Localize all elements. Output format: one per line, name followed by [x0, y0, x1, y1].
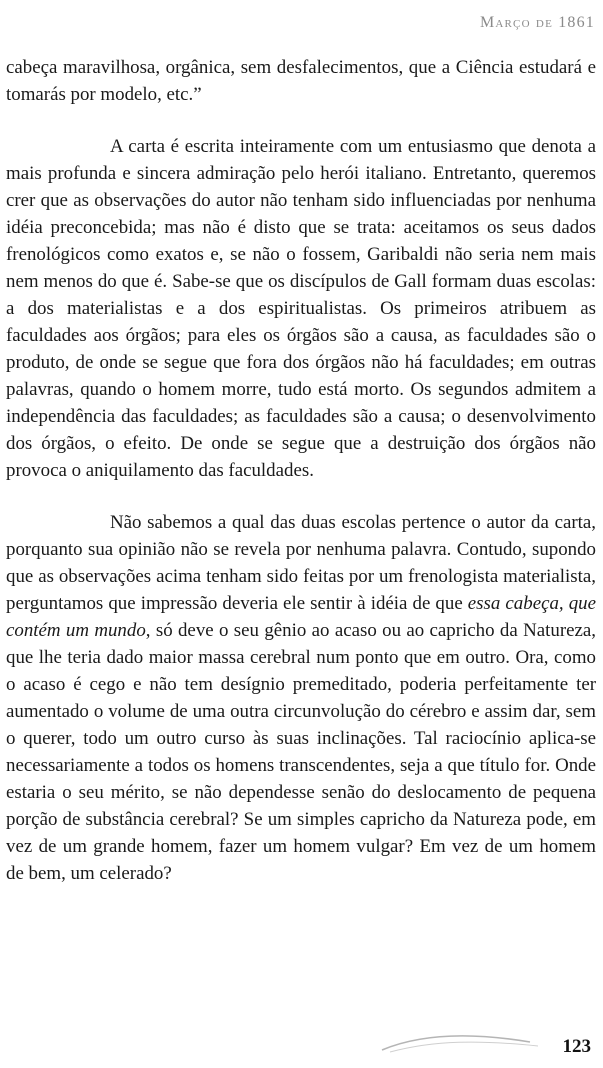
page-body: [6, 54, 596, 887]
paragraph-letter-discussion: A carta é escrita inteiramente com um entusiasmo que denota a mais profunda e sincera admiração pelo herói italiano. Entretanto, queremos crer que as observações do autor não tenham sido influenciadas por nenhuma idéia preconcebida; mas não é disto que se trata: aceitamos os seus dados frenológicos como exatos e, se não o fossem, Garibaldi não seria nem mais nem menos do que é. Sabe-se que os discípulos de Gall formam duas escolas: a dos materialistas e a dos espiritualistas. Os primeiros atribuem as faculdades aos órgãos; para eles os órgãos são a causa, as faculdades são o produto, de onde se segue que fora dos órgãos não há faculdades; em outras palavras, quando o homem morre, tudo está morto. Os segundos admitem a independência das faculdades; as faculdades são a causa; o desenvolvimento dos órgãos, o efeito. De onde se segue que a destruição dos órgãos não provoca o aniquilamento das faculdades.: [6, 136, 596, 481]
paragraph-text-end: , só deve o seu gênio ao acaso ou ao capricho da Natureza, que lhe teria dado maior massa cerebral num ponto que em outro. Ora, como o acaso é cego e não tem desígnio premeditado, poderia perfeitamente ter aumentado o volume de uma outra circunvolução do cérebro e assim dar, sem o querer, todo um outro curso às suas inclinações. Tal raciocínio aplica-se necessariamente a todos os homens transcendentes, seja a que título for. Onde estaria o seu mérito, se não dependesse senão do deslocamento de pequena porção de substância cerebral? Se um simples capricho da Natureza pode, em vez de um grande homem, fazer um homem vulgar? Em vez de um homem de bem, um celerado?: [6, 620, 596, 884]
paragraph-text-start: Não sabemos a qual das duas escolas pertence o autor da carta, porquanto sua opinião não se revela por nenhuma palavra. Contudo, supondo que as observações acima tenham sido feitas por um frenologista materialista, perguntamos que impressão deveria ele sentir à idéia de que: [6, 512, 596, 614]
page-number: 123: [562, 1036, 591, 1057]
paragraph-quote-end: cabeça maravilhosa, orgânica, sem desfalecimentos, que a Ciência estudará e tomarás por modelo, etc.”: [6, 57, 596, 105]
page-footer: [0, 1028, 603, 1068]
running-header: Março de 1861: [479, 14, 595, 31]
swoosh-ornament-icon: [380, 1028, 540, 1056]
italic-phrase: essa cabeça, que contém um mundo: [6, 593, 596, 641]
paragraph-schools-question: [6, 509, 596, 887]
